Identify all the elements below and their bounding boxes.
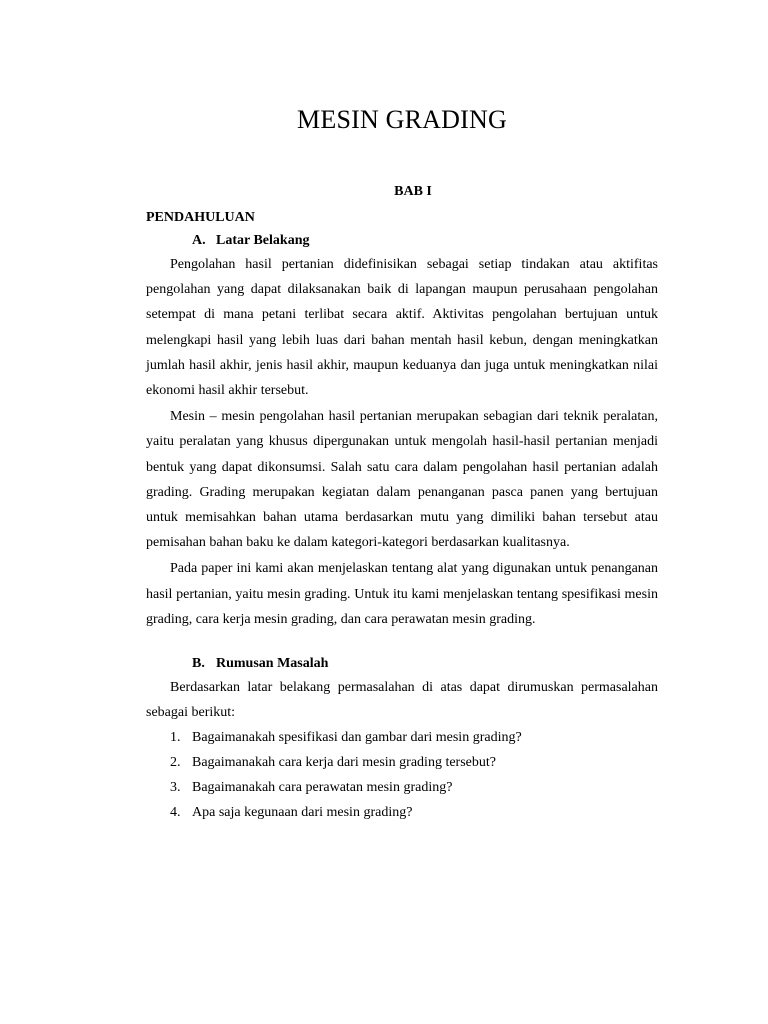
section-title: Latar Belakang (216, 233, 310, 248)
chapter-title: PENDAHULUAN (146, 210, 255, 225)
list-item (146, 800, 658, 825)
list-item (146, 775, 658, 800)
section-latar-belakang (146, 231, 658, 632)
document-title: MESIN GRADING (297, 105, 507, 134)
list-text: Bagaimanakah cara perawatan mesin grading? (192, 780, 453, 796)
paragraph: Mesin – mesin pengolahan hasil pertanian merupakan sebagian dari teknik peralatan, yaitu peralatan yang khusus dipergunakan untuk mengolah hasil-hasil pertanian menjadi bentuk yang dapat dikonsumsi. Salah satu cara dalam pengolahan hasil pertanian adalah grading. Grading merupakan kegiatan dalam penanganan pasca panen yang bertujuan untuk memisahkan bahan utama berdasarkan mutu yang dimiliki bahan tersebut atau pemisahan bahan baku ke dalam kategori-kategori berdasarkan kualitasnya. (146, 409, 658, 551)
section-title: Rumusan Masalah (216, 656, 329, 672)
list-number: 2. (170, 755, 181, 771)
section-heading (192, 231, 658, 251)
section-number: B. (192, 656, 205, 672)
list-text: Bagaimanakah spesifikasi dan gambar dari mesin grading? (192, 730, 522, 746)
list-number: 3. (170, 780, 181, 796)
list-text: Apa saja kegunaan dari mesin grading? (192, 805, 413, 821)
list-text: Bagaimanakah cara kerja dari mesin grading tersebut? (192, 755, 496, 771)
list-number: 1. (170, 730, 181, 746)
section-number: A. (192, 233, 206, 248)
paragraph: Berdasarkan latar belakang permasalahan di atas dapat dirumuskan permasalahan sebagai berikut: (146, 680, 658, 721)
section-heading (192, 654, 658, 674)
list-item (146, 750, 658, 775)
chapter-label: BAB I (394, 184, 432, 199)
paragraph: Pada paper ini kami akan menjelaskan tentang alat yang digunakan untuk penanganan hasil pertanian, yaitu mesin grading. Untuk itu kami menjelaskan tentang spesifikasi mesin grading, cara kerja mesin grading, dan cara perawatan mesin grading. (146, 561, 658, 627)
paragraph: Pengolahan hasil pertanian didefinisikan sebagai setiap tindakan atau aktifitas pengolahan yang dapat dilaksanakan baik di lapangan maupun perusahaan pengolahan setempat di mana petani terlibat secara aktif. Aktivitas pengolahan bertujuan untuk melengkapi hasil yang lebih luas dari bahan mentah hasil kebun, dengan meningkatkan jumlah hasil akhir, jenis hasil akhir, maupun keduanya dan juga untuk meningkatkan nilai ekonomi hasil akhir tersebut. (146, 257, 658, 399)
section-rumusan-masalah (146, 654, 658, 825)
list-item (146, 725, 658, 750)
list-number: 4. (170, 805, 181, 821)
problem-list (146, 725, 658, 825)
